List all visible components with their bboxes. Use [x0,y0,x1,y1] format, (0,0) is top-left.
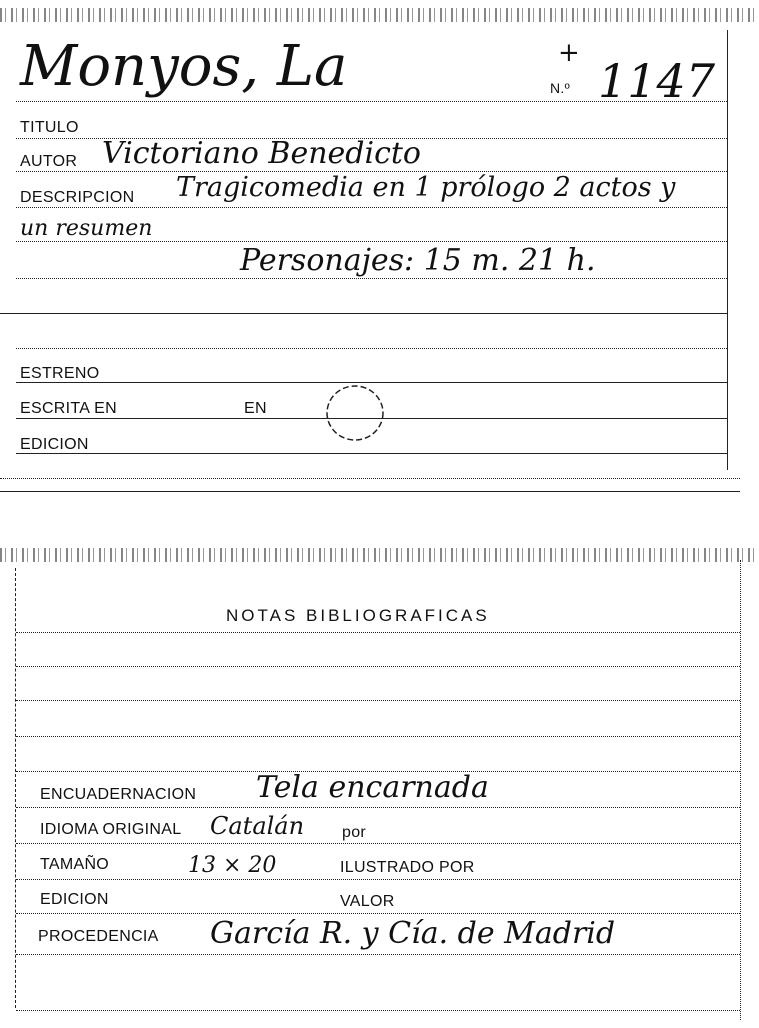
number-prefix: N.º [550,80,571,96]
card-bottom-right-border [740,560,741,1020]
valor-label: VALOR [340,893,395,910]
en-label: EN [244,400,267,417]
scan-noise-top [0,8,759,22]
estreno-label: ESTRENO [20,365,100,382]
rule-tamano [16,879,740,880]
rule-notas-4 [16,736,740,737]
card-bottom-left-border [15,568,16,1008]
edicion-label-bottom: EDICION [40,891,109,908]
card-top-right-border [727,30,728,470]
scan-noise-bottom [0,548,759,562]
escrita-en-label: ESCRITA EN [20,400,117,417]
rule-edicion-bottom [16,913,740,914]
rule-edicion [16,453,727,454]
notas-heading: NOTAS BIBLIOGRAFICAS [226,606,490,625]
cross-mark: + [558,38,580,68]
rule-notas-1 [16,632,740,633]
rule-bottom-edge [16,1010,740,1011]
rule-descripcion [16,207,727,208]
punch-hole-circle [322,382,388,444]
rule-desc-3 [16,278,727,279]
descripcion-label: DESCRIPCION [20,189,135,206]
rule-desc-end [0,313,727,314]
procedencia-value: García R. y Cía. de Madrid [210,916,616,951]
rule-notas-3 [16,700,740,701]
rule-pre-estreno [16,348,727,349]
tamano-value: 13 × 20 [188,853,277,878]
por-label: por [342,824,367,841]
procedencia-label: PROCEDENCIA [38,928,159,945]
rule-notas-2 [16,666,740,667]
idioma-label: IDIOMA ORIGINAL [40,821,182,838]
rule-idioma [16,843,740,844]
autor-value: Victoriano Benedicto [102,136,421,171]
rule-title [16,101,727,102]
card-top-bottom-edge [0,491,740,492]
encuadernacion-value: Tela encarnada [256,770,489,805]
descripcion-value-line2: un resumen [20,216,153,241]
rule-procedencia [16,954,740,955]
idioma-value: Catalán [210,812,305,840]
tamano-label: TAMAÑO [40,856,110,873]
descripcion-value-line1: Tragicomedia en 1 prólogo 2 actos y [176,172,676,203]
rule-desc-2 [16,241,727,242]
title-handwritten: Monyos, La [20,34,348,99]
ilustrado-label: ILUSTRADO POR [340,859,475,876]
card-number: 1147 [598,54,716,108]
edicion-label-top: EDICION [20,436,89,453]
autor-label: AUTOR [20,153,78,170]
titulo-label: TITULO [20,119,79,136]
encuadernacion-label: ENCUADERNACION [40,786,197,803]
rule-encuadernacion [16,807,740,808]
personajes-value: Personajes: 15 m. 21 h. [240,243,596,278]
rule-top-bottom-edge [0,478,740,479]
